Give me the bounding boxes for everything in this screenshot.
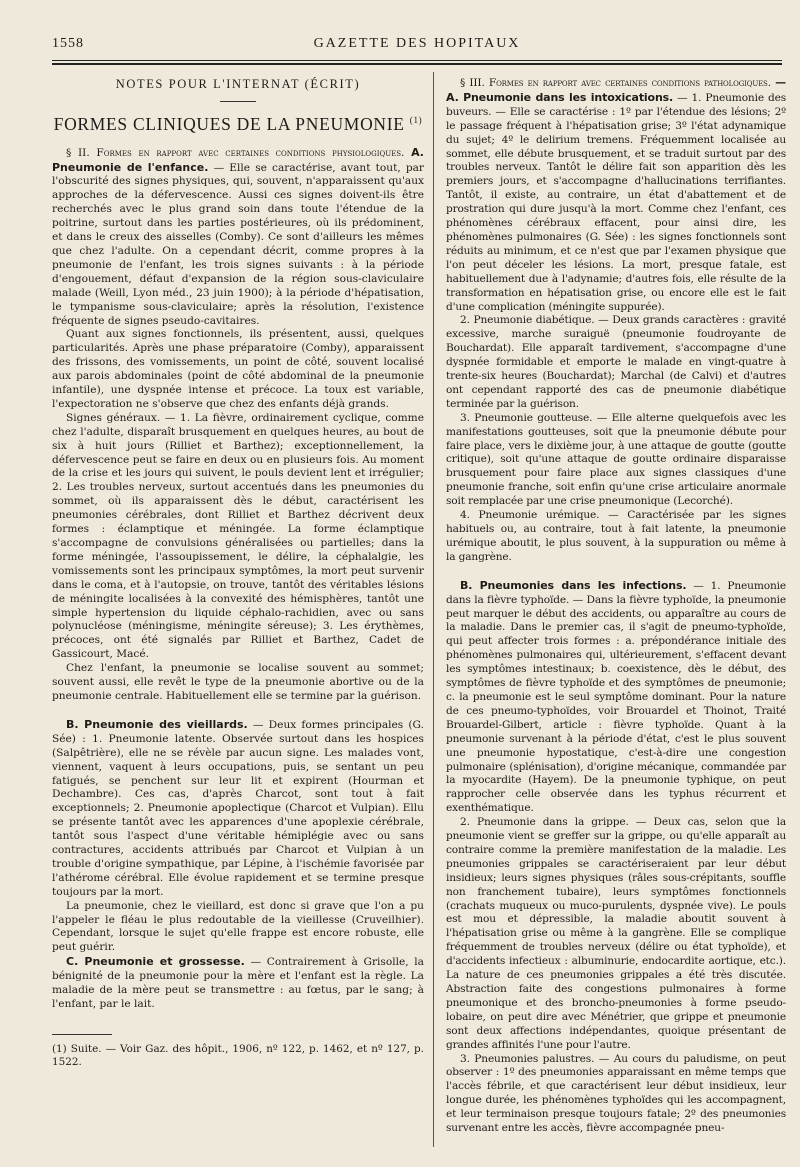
page-header: [52, 36, 782, 56]
paragraph-vieillard-gravite: La pneumonie, chez le vieillard, est donc si grave que l'on a pu l'appeler le fléau le plus redoutable de la vieillesse (Cruveilhier). Cependant, lorsque le sujet qu'elle frappe est encore robuste, elle peut guérir.: [52, 899, 424, 954]
footnote-ref: (1): [409, 114, 423, 125]
title-rule: [220, 101, 256, 102]
paragraph-text: — Deux formes principales (G. Sée) : 1. Pneumonie latente. Observée surtout dans les hospices (Salpêtrière), elle ne se révèle par aucun signe. Les malades vont, viennent, vaquent à leurs occupations, puis, se sentant un peu fatigués, se penchent sur leur lit et expirent (Hourman et Dechambre). Ces cas, d'après Charcot, sont tout à fait exceptionnels; 2. Pneumonie apoplectique (Charcot et Vulpian). Ellu se présente tantôt avec les apparences d'une apoplexie cérébrale, tantôt sous l'aspect d'une véritable hémiplégie avec ou sans contractures, accidents attribués par Charcot et Vulpian à un trouble d'origine sympathique, par Lépine, à l'ischémie favorisée par l'athérome cérébral. Elle évolue rapidement et se termine presque toujours par la mort.: [52, 718, 424, 898]
article-title: [52, 114, 424, 132]
right-column: [446, 76, 786, 1136]
subsection-head-infections: B. Pneumonies dans les infections.: [460, 578, 687, 592]
paragraph-text: — 1. Pneumonie des buveurs. — Elle se caractérise : 1º par l'étendue des lésions; 2º le passage fréquent à l'hépatisation grise; 3º l'état adynamique du sujet; 4º le delirium tremens. Fréquemment localisée au sommet, elle débute brusquement, et se traduit surtout par des troubles nerveux. Tantôt le délire fait son apparition dès les premiers jours, et s'accompagne d'hallucinations terrifiantes. Tantôt, il existe, au contraire, un état d'abattement et de prostration qui dure jusqu'à la mort. Comme chez l'enfant, ces phénomènes cérébraux effacent, pour ainsi dire, les phénomènes pulmonaires (G. Sée) : les signes fonctionnels sont réduits au minimum, et ce n'est que par l'examen physique que l'on peut déceler les lésions. La mort, presque fatale, est habituellement due à l'adynamie; d'autres fois, elle résulte de la transformation en hépatisation grise, ou encore elle est le fait d'une complication (méningite suppurée).: [446, 91, 787, 313]
left-column: [52, 76, 424, 1069]
subsection-head-grossesse: C. Pneumonie et grossesse.: [66, 955, 245, 969]
paragraph-sommet: Chez l'enfant, la pneumonie se localise souvent au sommet; souvent aussi, elle revêt le type de la pneumonie abortive ou de la pneumonie centrale. Habituellement elle se termine par la guérison.: [52, 662, 424, 702]
header-rule-thick: [52, 63, 782, 65]
paragraph-infections: [446, 579, 786, 816]
subsection-head-intoxications: — A. Pneumonie dans les intoxications.: [446, 76, 787, 104]
paragraph-vieillards: [52, 718, 424, 900]
section-label: § III. Formes en rapport avec certaines conditions pathologiques.: [460, 77, 771, 89]
header-rule-thin: [52, 60, 782, 61]
paragraph-goutteuse: 3. Pneumonie goutteuse. — Elle alterne quelquefois avec les manifestations goutteuses, soit que la pneumonie débute pour faire place, vers le dixième jour, à une attaque de goutte (goutte critique), soit qu'une attaque de goutte ordinaire disparaisse brusquement pour faire place aux signes classiques d'une pneumonie franche, soit enfin qu'une crise articulaire anormale soit remplacée par une crise pneumonique (Lecorché).: [446, 411, 786, 508]
section-kicker: NOTES POUR L'INTERNAT (ÉCRIT): [115, 77, 361, 91]
paragraph-diabetique: 2. Pneumonie diabétique. — Deux grands caractères : gravité excessive, marche suraiguë (pneumonie foudroyante de Bouchardat). Elle apparaît tardivement, s'accompagne d'une dyspnée formidable et emporte le malade en vingt-quatre à trente-six heures (Bouchardat); Marchal (de Calvi) et d'autres ont cependant rapporté des cas de pneumonie diabétique terminée par la guérison.: [446, 314, 786, 410]
footnote-rule: [52, 1034, 112, 1035]
article-title-text: FORMES CLINIQUES DE LA PNEUMONIE: [53, 113, 405, 134]
journal-title: GAZETTE DES HOPITAUX: [313, 36, 521, 51]
paragraph-text: — Elle se caractérise, avant tout, par l'obscurité des signes physiques, qui, souvent, n'apparaissent qu'aux approches de la défervescence. Aussi ces signes doivent-ils être recherchés avec le plus grand soin dans toute l'étendue de la poitrine, surtout dans les parties postérieures, où ils prédominent, et dans le creux des aisselles (Comby). Ce sont d'ailleurs les mêmes que chez l'adulte. On a cependant décrit, comme propres à la pneumonie de l'enfant, les trois signes suivants : à la période d'engouement, défaut d'expansion de la région sous-claviculaire malade (Weill, Lyon méd., 23 juin 1900); à la période d'hépatisation, le tympanisme sous-claviculaire; après la résolution, l'existence fréquente de signes pseudo-cavitaires.: [52, 161, 424, 327]
subsection-head-vieillards: B. Pneumonie des vieillards.: [66, 717, 248, 731]
paragraph-signes-fonctionnels: Quant aux signes fonctionnels, ils présentent, aussi, quelques particularités. Après une phase préparatoire (Comby), apparaissent des frissons, des vomissements, un point de côté, souvent localisé aux parois abdominales (point de côté abdominal de la pneumonie infantile), une dyspnée intense et précoce. La toux est variable, l'expectoration ne s'observe que chez des enfants déjà grands.: [52, 328, 424, 410]
column-divider: [433, 72, 434, 1147]
paragraph-grossesse: [52, 955, 424, 1012]
footnote: (1) Suite. — Voir Gaz. des hôpit., 1906, nº 122, p. 1462, et nº 127, p. 1522.: [52, 1042, 424, 1068]
paragraph-signes-generaux: Signes généraux. — 1. La fièvre, ordinairement cyclique, comme chez l'adulte, disparaît brusquement en quelques heures, au bout de six à huit jours (Rilliet et Barthez); exceptionnellement, la défervescence peut se faire en deux ou en plusieurs fois. Au moment de la crise et les jours qui suivent, le pouls devient lent et irrégulier; 2. Les troubles nerveux, surtout accentués dans les pneumonies du sommet, où ils apparaissent dès le début, caractérisent les pneumonies cérébrales, dont Rilliet et Barthez décrivent deux formes : éclamptique et méningée. La forme éclamptique s'accompagne de convulsions généralisées ou partielles; dans la forme méningée, l'assoupissement, le délire, la céphalalgie, les vomissements sont les principaux symptômes, la mort peut survenir dans le coma, et à l'autopsie, on trouve, tantôt des véritables lésions de méningite localisées à la convexité des hémisphères, tantôt une simple hypertension du liquide céphalo-rachidien, avec ou sans polynucléose (méningisme, méningite séreuse); 3. Les érythèmes, précoces, ont été signalés par Rilliet et Barthez, Cadet de Gassicourt, Macé.: [52, 411, 424, 661]
paragraph-buveurs: [446, 76, 786, 314]
section-label: § II. Formes en rapport avec certaines conditions physiologiques.: [66, 146, 405, 159]
page-number: 1558: [52, 36, 84, 51]
paragraph-uremique: 4. Pneumonie urémique. — Caractérisée par les signes habituels ou, au contraire, tout à fait latente, la pneumonie urémique aboutit, le plus souvent, à la suppuration ou même à la gangrène.: [446, 509, 786, 563]
subsection-head-enfance: A. Pneumonie de l'enfance.: [52, 145, 424, 174]
paragraph-text: — Contrairement à Grisolle, la bénignité de la pneumonie pour la mère et l'enfant est la règle. La maladie de la mère peut se transmettre : au fœtus, par le sang; à l'enfant, par le lait.: [52, 956, 424, 1011]
paragraph-grippe: 2. Pneumonie dans la grippe. — Deux cas, selon que la pneumonie vient se greffer sur la grippe, ou qu'elle apparaît au contraire comme la première manifestation de la maladie. Les pneumonies grippales se caractériseraient par leur début insidieux; leurs signes physiques (râles sous-crépitants, souffle non franchement tubaire), leurs symptômes fonctionnels (crachats muqueux ou muco-purulents, dyspnée vive). Le pouls est mou et dépressible, la maladie aboutit souvent à l'hépatisation grise ou même à la gangrène. Elle se complique fréquemment de troubles nerveux (délire ou état typhoïde), et d'accidents infectieux : albuminurie, endocardite aortique, etc.). La nature de ces pneumonies grippales a été très discutée. Abstraction faite des congestions pulmonaires à forme pneumonique et des broncho-pneumonies à forme pseudo-lobaire, on peut dire avec Ménétrier, que grippe et pneumonie sont deux affections indépendantes, quoique présentant de grandes affinités l'une pour l'autre.: [446, 816, 786, 1051]
paragraph-text: — 1. Pneumonie dans la fièvre typhoïde. — Dans la fièvre typhoïde, la pneumonie peut marquer le début des accidents, ou apparaître au cours de la maladie. Dans le premier cas, il s'agit de pneumo-typhoïde, qui peut affecter trois formes : a. prépondérance initiale des phénomènes pulmonaires qui, ultérieurement, s'effacent devant les symptômes intestinaux; b. coexistence, dès le début, des symptômes de fièvre typhoïde et des symptômes de pneumonie; c. la pneumonie est le seul symptôme dominant. Pour la nature de ces pneumo-typhoïdes, voir Brouardel et Thoinot, Traité Brouardel-Gilbert, article : fièvre typhoïde. Quant à la pneumonie survenant à la période d'état, c'est le plus souvent une pneumonie hypostatique, c'est-à-dire une congestion pulmonaire (splénisation), d'origine mécanique, commandée par la myocardite (Hayem). De la pneumonie typhique, on peut rapprocher celle observée dans les typhus récurrent et exenthématique.: [446, 579, 786, 815]
paragraph-enfance: [52, 146, 424, 329]
paragraph-palustres: 3. Pneumonies palustres. — Au cours du paludisme, on peut observer : 1º des pneumonies apparaissant en même temps que l'accès fébrile, et que caractérisent leur début insidieux, leur longue durée, les phénomènes typhoïdes qui les accompagnent, et leur terminaison presque toujours fatale; 2º des pneumonies survenant entre les accès, fièvre accompagnée pneu-: [446, 1052, 786, 1135]
